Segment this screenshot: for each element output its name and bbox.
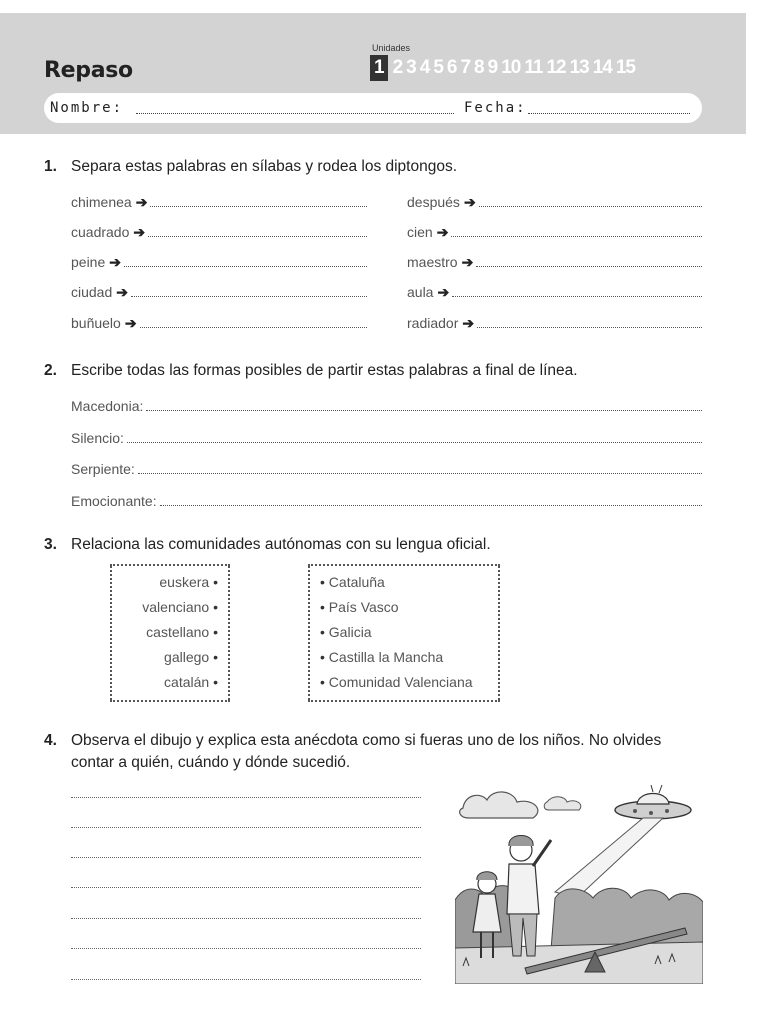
unit-11: 11 — [524, 57, 543, 78]
unit-14: 14 — [592, 57, 612, 78]
answer-line[interactable] — [477, 317, 702, 328]
word-label: Emocionante: — [71, 493, 157, 509]
match-dot[interactable]: • — [320, 574, 325, 590]
syllable-row — [407, 254, 702, 271]
word-label: Serpiente: — [71, 461, 135, 477]
question-number: 2. — [44, 362, 57, 379]
word-label: Silencio: — [71, 430, 124, 446]
question-text: Escribe todas las formas posibles de partir estas palabras a final de línea. — [71, 362, 578, 379]
language-label: valenciano — [142, 599, 210, 615]
language-item[interactable] — [110, 574, 218, 590]
question-text: Observa el dibujo y explica esta anécdota como si fueras uno de los niños. No olvides contar a quién, cuándo y dónde sucedió. — [71, 732, 662, 771]
writing-line[interactable] — [71, 857, 421, 858]
community-item[interactable] — [320, 674, 473, 690]
writing-line[interactable] — [71, 979, 421, 980]
page-title: Repaso — [44, 58, 133, 83]
question-number: 1. — [44, 158, 57, 175]
arrow-icon: ➔ — [462, 315, 475, 331]
unit-1: 1 — [370, 55, 388, 81]
syllable-row — [407, 194, 702, 211]
answer-line[interactable] — [479, 196, 702, 207]
community-label: Castilla la Mancha — [328, 649, 444, 665]
writing-line[interactable] — [71, 887, 421, 888]
unit-12: 12 — [546, 57, 566, 78]
syllable-row — [71, 194, 367, 211]
match-dot[interactable]: • — [213, 624, 218, 640]
word-label: después — [407, 194, 460, 210]
writing-line[interactable] — [71, 797, 421, 798]
arrow-icon: ➔ — [135, 194, 148, 210]
match-dot[interactable]: • — [320, 624, 325, 640]
syllable-row — [71, 254, 367, 271]
unit-2: 2 — [392, 57, 403, 78]
units-strip — [370, 55, 637, 81]
answer-line[interactable] — [451, 226, 702, 237]
name-date-bar — [44, 93, 702, 123]
unit-7: 7 — [460, 57, 471, 78]
hyphenation-row — [71, 461, 702, 477]
question-text: Relaciona las comunidades autónomas con su lengua oficial. — [71, 536, 491, 553]
answer-line[interactable] — [476, 256, 702, 267]
language-label: catalán — [164, 674, 210, 690]
writing-line[interactable] — [71, 827, 421, 828]
arrow-icon: ➔ — [116, 284, 128, 300]
language-item[interactable] — [110, 599, 218, 615]
date-field[interactable] — [528, 113, 690, 114]
syllable-row — [407, 315, 702, 332]
community-item[interactable] — [320, 624, 372, 640]
ufo-illustration — [455, 780, 703, 984]
unit-9: 9 — [487, 57, 498, 78]
unit-3: 3 — [406, 57, 416, 78]
answer-line[interactable] — [146, 400, 702, 411]
question-text: Separa estas palabras en sílabas y rodea los diptongos. — [71, 158, 458, 175]
question-number: 4. — [44, 732, 57, 749]
arrow-icon: ➔ — [463, 194, 476, 210]
answer-line[interactable] — [140, 317, 367, 328]
language-item[interactable] — [110, 624, 218, 640]
unit-13: 13 — [569, 57, 589, 78]
units-label: Unidades — [372, 43, 411, 53]
community-item[interactable] — [320, 649, 443, 665]
word-label: Macedonia: — [71, 398, 144, 414]
match-dot[interactable]: • — [320, 649, 325, 665]
community-item[interactable] — [320, 599, 399, 615]
syllable-row — [71, 284, 367, 301]
unit-6: 6 — [446, 57, 457, 78]
answer-line[interactable] — [124, 256, 367, 267]
match-dot[interactable]: • — [320, 674, 325, 690]
community-label: Comunidad Valenciana — [328, 674, 473, 690]
arrow-icon: ➔ — [133, 224, 146, 240]
answer-line[interactable] — [150, 196, 367, 207]
question-1 — [44, 158, 457, 176]
hyphenation-row — [71, 430, 702, 446]
syllable-row — [407, 224, 702, 241]
answer-line[interactable] — [138, 463, 702, 474]
language-item[interactable] — [110, 649, 218, 665]
match-dot[interactable]: • — [213, 599, 218, 615]
community-label: Cataluña — [328, 574, 385, 590]
word-label: radiador — [407, 315, 459, 331]
name-field[interactable] — [136, 113, 454, 114]
syllable-row — [407, 284, 702, 301]
arrow-icon: ➔ — [109, 254, 121, 270]
answer-line[interactable] — [131, 286, 367, 297]
unit-5: 5 — [433, 57, 443, 78]
answer-line[interactable] — [160, 495, 702, 506]
match-dot[interactable]: • — [213, 674, 218, 690]
name-label: Nombre: — [50, 100, 124, 116]
arrow-icon: ➔ — [436, 224, 449, 240]
language-label: euskera — [159, 574, 210, 590]
date-label: Fecha: — [464, 100, 527, 116]
unit-10: 10 — [501, 57, 521, 78]
word-label: cien — [407, 224, 433, 240]
unit-8: 8 — [474, 57, 484, 78]
match-dot[interactable]: • — [320, 599, 325, 615]
question-4 — [44, 730, 704, 774]
answer-line[interactable] — [127, 432, 702, 443]
unit-15: 15 — [615, 57, 635, 78]
match-dot[interactable]: • — [213, 649, 218, 665]
word-label: cuadrado — [71, 224, 130, 240]
unit-4: 4 — [419, 57, 430, 78]
question-3 — [44, 536, 491, 554]
arrow-icon: ➔ — [461, 254, 474, 270]
arrow-icon: ➔ — [437, 284, 450, 300]
community-label: País Vasco — [328, 599, 399, 615]
word-label: aula — [407, 284, 434, 300]
language-label: gallego — [164, 649, 210, 665]
question-2 — [44, 362, 578, 380]
syllable-row — [71, 315, 367, 332]
word-label: ciudad — [71, 284, 113, 300]
writing-line[interactable] — [71, 918, 421, 919]
word-label: buñuelo — [71, 315, 121, 331]
language-item[interactable] — [110, 674, 218, 690]
answer-line[interactable] — [452, 286, 702, 297]
word-label: chimenea — [71, 194, 132, 210]
community-item[interactable] — [320, 574, 385, 590]
hyphenation-row — [71, 493, 702, 509]
syllable-row — [71, 224, 367, 241]
writing-line[interactable] — [71, 948, 421, 949]
answer-line[interactable] — [148, 226, 367, 237]
word-label: maestro — [407, 254, 458, 270]
language-label: castellano — [146, 624, 210, 640]
match-dot[interactable]: • — [213, 574, 218, 590]
hyphenation-row — [71, 398, 702, 414]
question-number: 3. — [44, 536, 57, 553]
community-label: Galicia — [328, 624, 372, 640]
arrow-icon: ➔ — [124, 315, 137, 331]
word-label: peine — [71, 254, 106, 270]
